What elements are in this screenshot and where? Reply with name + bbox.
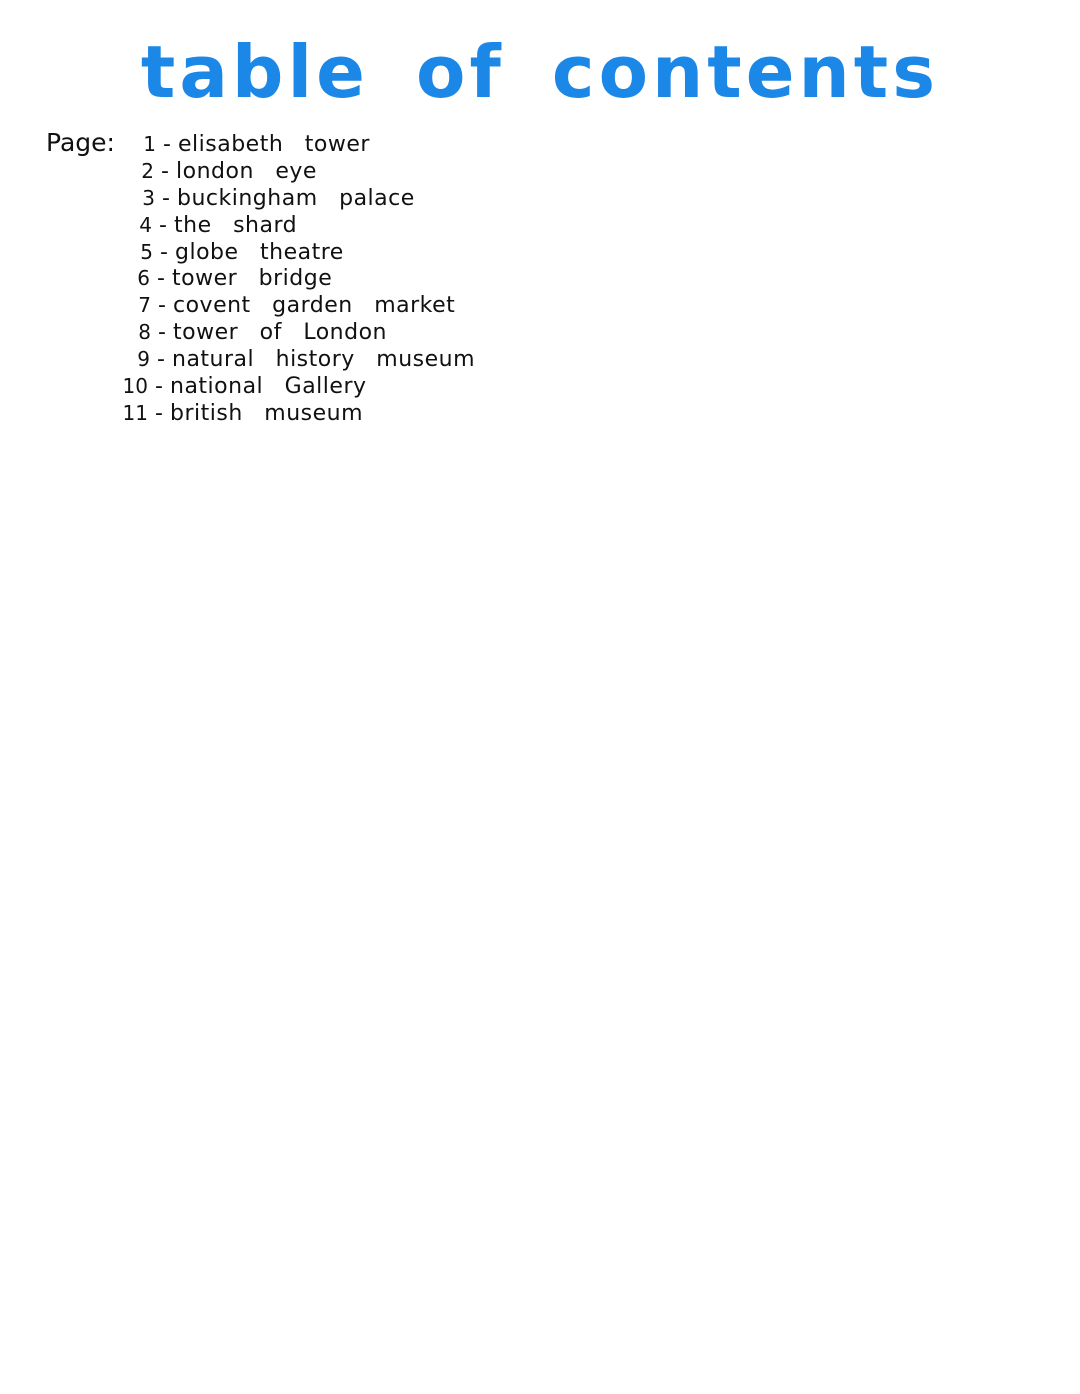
toc-entry-covent-garden-market <box>121 292 476 319</box>
toc-entry-title: national Gallery <box>170 374 367 400</box>
toc-entry-dash: - <box>159 212 167 238</box>
toc-entry-dash: - <box>161 158 169 184</box>
toc-entry-dash: - <box>162 185 170 211</box>
toc-page-label: Page: <box>46 128 115 157</box>
toc-entry-national-gallery <box>118 373 473 400</box>
toc-entry-tower-of-london <box>121 319 476 346</box>
toc-entry-title: tower bridge <box>172 266 333 292</box>
toc-entry-buckingham-palace <box>125 185 480 212</box>
toc-entry-dash: - <box>158 293 166 319</box>
toc-entry-number: 1 <box>143 132 156 156</box>
toc-entry-title: british museum <box>170 400 364 426</box>
toc-entry-number: 4 <box>139 212 152 237</box>
toc-entry-natural-history-museum <box>120 346 475 373</box>
toc-entry-title: globe theatre <box>175 239 344 265</box>
toc-entry-number: 11 <box>122 400 148 425</box>
toc-entry-title: elisabeth tower <box>178 132 370 157</box>
toc-entry-number: 7 <box>138 293 151 318</box>
toc-entry-the-shard <box>122 212 477 239</box>
toc-entry-dash: - <box>155 374 163 400</box>
toc-entry-title: natural history museum <box>172 347 476 373</box>
toc-entry-globe-theatre <box>123 239 478 266</box>
toc-entry-number: 6 <box>137 266 150 291</box>
toc-entry-dash: - <box>157 266 165 292</box>
toc-entry-number: 9 <box>137 347 150 372</box>
toc-entry-title: the shard <box>174 212 298 238</box>
toc-entry-dash: - <box>158 320 166 346</box>
page-title: table of contents <box>140 30 940 114</box>
toc-entry-title: buckingham palace <box>177 185 415 211</box>
toc-list <box>118 131 476 427</box>
toc-entry-number: 5 <box>140 239 153 264</box>
toc-entry-tower-bridge <box>120 265 475 292</box>
toc-entry-london-eye <box>124 158 479 185</box>
toc-entry-number: 10 <box>122 374 148 399</box>
toc-entry-dash: - <box>155 400 163 426</box>
toc-entry-elisabeth-tower <box>126 131 481 158</box>
toc-entry-title: london eye <box>176 158 317 184</box>
toc-entry-title: covent garden market <box>173 293 456 319</box>
toc-entry-number: 8 <box>138 320 151 345</box>
toc-entry-title: tower of London <box>173 320 387 346</box>
toc-entry-dash: - <box>157 347 165 373</box>
toc-entry-number: 2 <box>141 158 154 183</box>
toc-entry-dash: - <box>160 239 168 265</box>
toc-entry-number: 3 <box>142 185 155 210</box>
toc-entry-british-museum <box>118 400 473 427</box>
toc-entry-dash: - <box>163 132 171 157</box>
